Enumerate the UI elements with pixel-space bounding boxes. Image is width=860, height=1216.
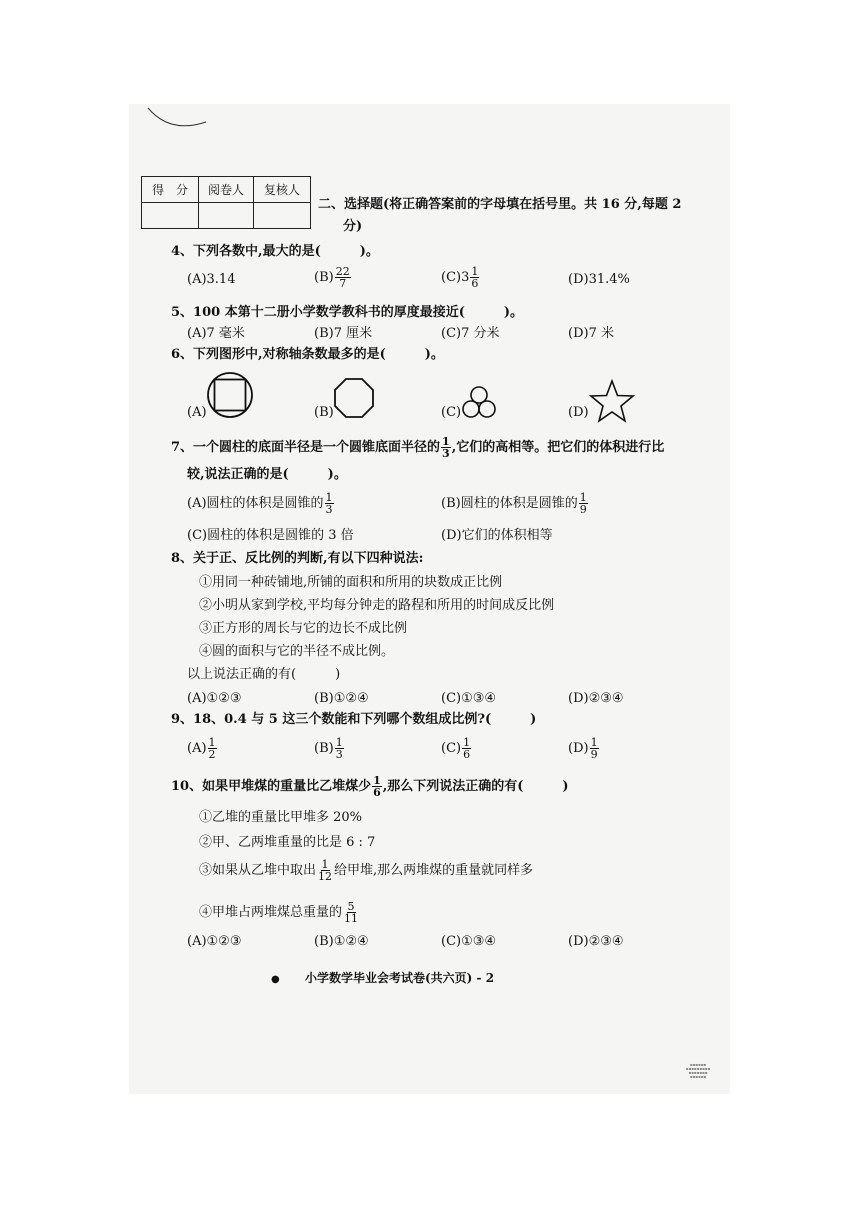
q6-option-d: (D) xyxy=(568,405,589,420)
q9-option-d: (D) $\frac{1}{9}$ xyxy=(568,736,598,761)
q8-option-c: (C)①③④ xyxy=(441,691,497,706)
question-7-stem-cont: 较,说法正确的是( )。 xyxy=(187,467,347,482)
q10-option-a: (A)①②③ xyxy=(187,934,242,949)
q4-option-d: (D)31.4% xyxy=(568,272,630,287)
q5-option-a: (A)7 毫米 xyxy=(187,326,245,341)
score-header: 得 分 xyxy=(142,177,199,203)
q9-option-b: (B) $\frac{1}{3}$ xyxy=(314,736,343,761)
q8-statement-1: ①用同一种砖铺地,所铺的面积和所用的块数成正比例 xyxy=(199,575,503,590)
question-9-stem: 9、18、0.4 与 5 这三个数能和下列哪个数组成比例?( ) xyxy=(171,712,537,727)
q8-statement-2: ②小明从家到学校,平均每分钟走的路程和所用的时间成反比例 xyxy=(199,598,555,613)
scanner-watermark: ▪▪▪▪▪▪ ▪▪▪▪▪▪▪▪▪ ▪▪▪▪▪▪▪ ▪▪▪▪▪▪ xyxy=(685,1062,711,1079)
section-title-cont: 分) xyxy=(343,219,363,234)
q7-option-a: (A)圆柱的体积是圆锥的 $\frac{1}{3}$ xyxy=(187,491,333,516)
footer-bullet-icon: ● xyxy=(271,974,280,985)
q10-option-b: (B)①②④ xyxy=(314,934,369,949)
q5-option-c: (C)7 分米 xyxy=(441,326,500,341)
page-footer: 小学数学毕业会考试卷(共六页) - 2 xyxy=(305,971,495,985)
reviewer-cell xyxy=(254,203,311,229)
q10-option-c: (C)①③④ xyxy=(441,934,497,949)
q8-statement-3: ③正方形的周长与它的边长不成比例 xyxy=(199,621,408,636)
corner-curve-mark xyxy=(140,104,220,130)
q6-option-c: (C) xyxy=(441,405,462,420)
q7-option-d: (D)它们的体积相等 xyxy=(441,528,553,543)
question-6-stem: 6、下列图形中,对称轴条数最多的是( )。 xyxy=(171,347,444,362)
question-4-stem: 4、下列各数中,最大的是( )。 xyxy=(171,244,379,259)
circle-inscribed-square-icon xyxy=(206,371,254,419)
reviewer-header: 复核人 xyxy=(254,177,311,203)
section-title: 二、选择题(将正确答案前的字母填在括号里。共 16 分,每题 2 xyxy=(318,197,682,212)
q10-statement-1: ①乙堆的重量比甲堆多 20% xyxy=(199,810,363,825)
q5-option-b: (B)7 厘米 xyxy=(314,326,373,341)
three-circles-icon xyxy=(459,385,499,421)
q8-prompt: 以上说法正确的有( ) xyxy=(187,667,341,682)
q6-option-a: (A) xyxy=(187,405,207,420)
score-table xyxy=(141,176,311,229)
question-7-stem: 7、一个圆柱的底面半径是一个圆锥底面半径的 $\frac{1}{3}$ ,它们的高相等。把它们的体积进行比 xyxy=(171,435,665,460)
q8-option-d: (D)②③④ xyxy=(568,691,624,706)
q8-option-b: (B)①②④ xyxy=(314,691,369,706)
q10-statement-4: ④甲堆占两堆煤总重量的 $\frac{5}{11}$ xyxy=(199,900,359,925)
grader-header: 阅卷人 xyxy=(199,177,254,203)
q8-option-a: (A)①②③ xyxy=(187,691,242,706)
q5-option-d: (D)7 米 xyxy=(568,326,614,341)
q6-option-b: (B) xyxy=(314,405,334,420)
question-5-stem: 5、100 本第十二册小学数学教科书的厚度最接近( )。 xyxy=(171,305,524,320)
q4-option-b: (B) $\frac{22}{7}$ xyxy=(314,265,350,290)
q10-option-d: (D)②③④ xyxy=(568,934,624,949)
grader-cell xyxy=(199,203,254,229)
star-icon xyxy=(589,379,635,423)
q10-statement-3: ③如果从乙堆中取出 $\frac{1}{12}$ 给甲堆,那么两堆煤的重量就同样多 xyxy=(199,858,534,883)
q4-option-c: (C)3 $\frac{1}{6}$ xyxy=(441,265,479,290)
score-cell xyxy=(142,203,199,229)
q10-statement-2: ②甲、乙两堆重量的比是 6 : 7 xyxy=(199,835,376,850)
q7-option-b: (B)圆柱的体积是圆锥的 $\frac{1}{9}$ xyxy=(441,491,587,516)
q9-option-a: (A) $\frac{1}{2}$ xyxy=(187,736,216,761)
question-10-stem: 10、如果甲堆煤的重量比乙堆煤少 $\frac{1}{6}$ ,那么下列说法正确的有( ) xyxy=(171,774,569,799)
q9-option-c: (C) $\frac{1}{6}$ xyxy=(441,736,471,761)
octagon-icon xyxy=(332,376,376,420)
q7-option-c: (C)圆柱的体积是圆锥的 3 倍 xyxy=(187,528,354,543)
q8-statement-4: ④圆的面积与它的半径不成比例。 xyxy=(199,644,395,659)
q4-option-a: (A)3.14 xyxy=(187,272,236,287)
question-8-stem: 8、关于正、反比例的判断,有以下四种说法: xyxy=(171,551,424,566)
